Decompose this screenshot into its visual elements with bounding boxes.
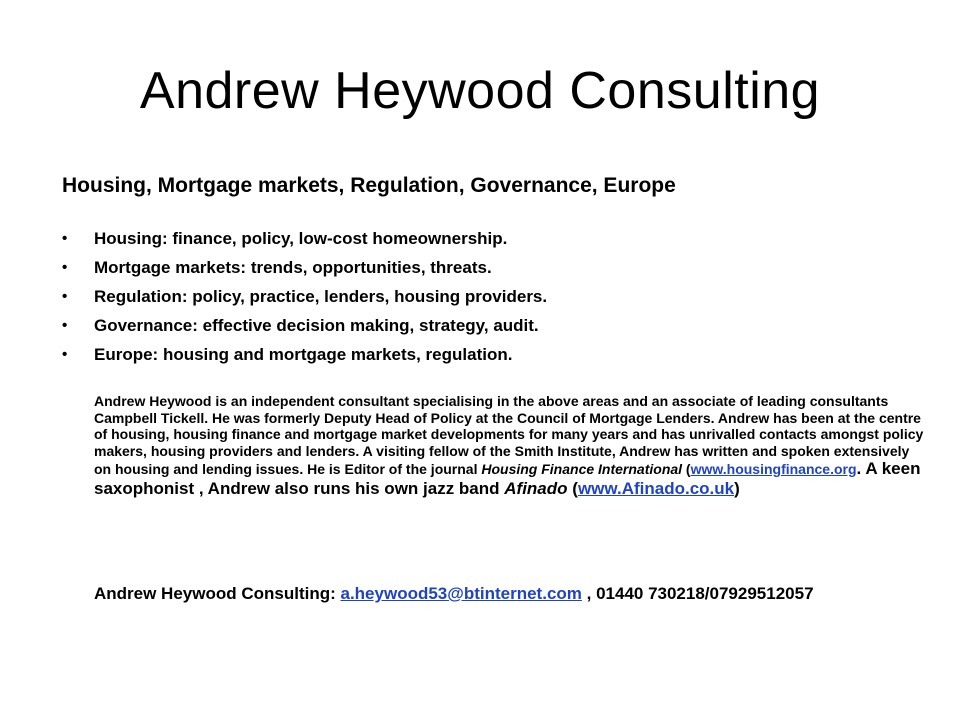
bullet-icon: • <box>62 317 68 334</box>
topic-item-governance <box>62 315 922 337</box>
contact-phones: , 01440 730218/07929512057 <box>581 584 814 603</box>
topic-text: Mortgage markets: trends, opportunities, threats. <box>94 258 492 277</box>
email-link[interactable]: a.heywood53@btinternet.com <box>340 584 582 603</box>
topic-item-housing <box>62 228 922 250</box>
bio-paren-2: ( <box>567 479 578 498</box>
topic-text: Regulation: policy, practice, lenders, housing providers. <box>94 287 548 306</box>
topic-text: Housing: finance, policy, low-cost homeownership. <box>94 229 508 248</box>
journal-link[interactable]: www.housingfinance.org <box>690 461 857 477</box>
bio-paren-close: ) <box>734 479 740 498</box>
contact-line <box>94 584 924 604</box>
contact-label: Andrew Heywood Consulting: <box>94 584 341 603</box>
band-name: Afinado <box>504 479 568 498</box>
bio-text-2: . A keen saxophonist , Andrew also runs his own jazz band <box>94 459 921 498</box>
topic-text: Europe: housing and mortgage markets, regulation. <box>94 345 513 364</box>
topic-item-mortgage-markets <box>62 257 922 279</box>
bullet-icon: • <box>62 259 68 276</box>
journal-name: Housing Finance International <box>481 461 683 477</box>
bio-paren: ( <box>682 461 691 477</box>
topic-list <box>62 228 922 373</box>
slide-title: Andrew Heywood Consulting <box>139 62 821 120</box>
bio-text: Andrew Heywood is an independent consultant specialising in the above areas and an associate of leading consultants Campbell Tickell. He was formerly Deputy Head of Policy at the Council of Mortgage Lenders. Andrew has been at the centre of housing, housing finance and mortgage market developments for many years and has unrivalled contacts amongst policy makers, housing providers and lenders. A visiting fellow of the Smith Institute, Andrew has written and spoken extensively on housing and lending issues. He is Editor of the journal <box>94 393 924 477</box>
topic-text: Governance: effective decision making, strategy, audit. <box>94 316 539 335</box>
bullet-icon: • <box>62 346 68 363</box>
bullet-icon: • <box>62 230 68 247</box>
slide-subtitle: Housing, Mortgage markets, Regulation, Governance, Europe <box>62 174 676 197</box>
topic-item-regulation <box>62 286 922 308</box>
band-link[interactable]: www.Afinado.co.uk <box>577 479 735 498</box>
bio-paragraph <box>94 393 924 499</box>
bullet-icon: • <box>62 288 68 305</box>
topic-item-europe <box>62 344 922 366</box>
